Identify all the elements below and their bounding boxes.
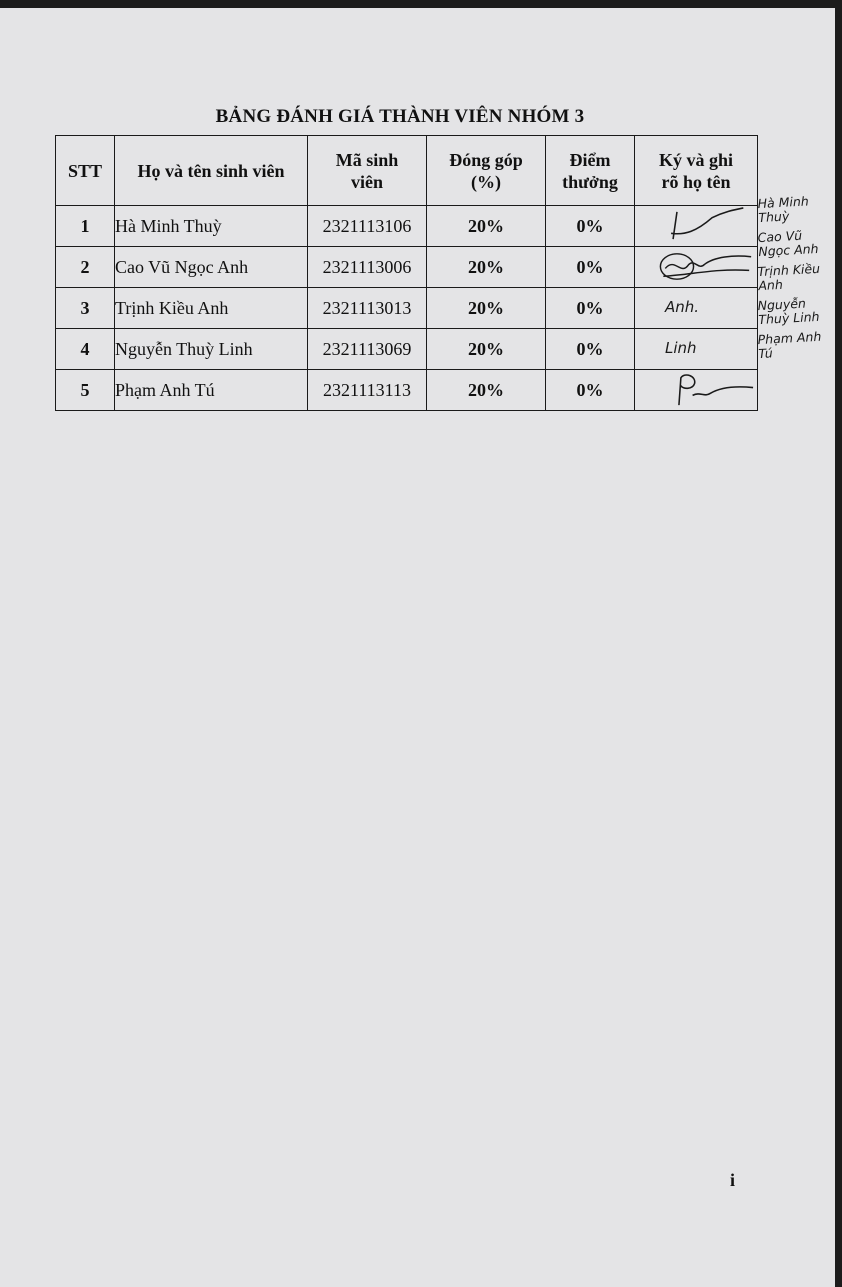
cell-bonus: 0% [546,288,635,329]
table-row [56,206,758,247]
cell-stt: 3 [56,288,115,329]
cell-stt: 2 [56,247,115,288]
cell-contribution: 20% [427,206,546,247]
table-row [56,329,758,370]
cell-contribution: 20% [427,288,546,329]
header-stt: STT [56,136,115,206]
cell-student-id: 2321113069 [308,329,427,370]
cell-bonus: 0% [546,206,635,247]
page-number: i [730,1170,736,1190]
signature-text: Linh [665,339,697,357]
header-contribution: Đóng góp (%) [427,136,546,206]
cell-name: Trịnh Kiều Anh [115,288,308,329]
signature-scribble [635,247,757,287]
cell-signature [635,370,758,411]
cell-signature [635,206,758,247]
cell-bonus: 0% [546,329,635,370]
margin-name: Hà Minh Thuỳ [757,193,810,226]
page-title: BẢNG ĐÁNH GIÁ THÀNH VIÊN NHÓM 3 [215,106,585,127]
signature-text: Anh. [665,298,700,316]
margin-handwritten-names [758,195,838,365]
signature-scribble [635,206,757,246]
cell-stt: 1 [56,206,115,247]
margin-name: Cao Vũ Ngọc Anh [757,227,819,260]
cell-name: Phạm Anh Tú [115,370,308,411]
cell-signature [635,288,758,329]
header-bonus: Điểm thưởng [546,136,635,206]
cell-student-id: 2321113013 [308,288,427,329]
cell-name: Hà Minh Thuỳ [115,206,308,247]
cell-bonus: 0% [546,247,635,288]
cell-signature [635,329,758,370]
cell-student-id: 2321113106 [308,206,427,247]
header-student-id: Mã sinh viên [308,136,427,206]
member-evaluation-table [55,135,758,411]
margin-name: Phạm Anh Tú [757,328,822,362]
header-name: Họ và tên sinh viên [115,136,308,206]
cell-student-id: 2321113113 [308,370,427,411]
table-row [56,288,758,329]
cell-contribution: 20% [427,370,546,411]
cell-student-id: 2321113006 [308,247,427,288]
margin-name: Trịnh Kiều Anh [757,260,821,294]
table-row [56,370,758,411]
table-row [56,247,758,288]
cell-signature [635,247,758,288]
header-row [56,136,758,206]
cell-name: Nguyễn Thuỳ Linh [115,329,308,370]
cell-stt: 5 [56,370,115,411]
cell-contribution: 20% [427,329,546,370]
cell-name: Cao Vũ Ngọc Anh [115,247,308,288]
header-signature: Ký và ghi rõ họ tên [635,136,758,206]
cell-bonus: 0% [546,370,635,411]
margin-name: Nguyễn Thuỳ Linh [757,295,820,328]
signature-scribble [635,370,757,410]
cell-contribution: 20% [427,247,546,288]
cell-stt: 4 [56,329,115,370]
